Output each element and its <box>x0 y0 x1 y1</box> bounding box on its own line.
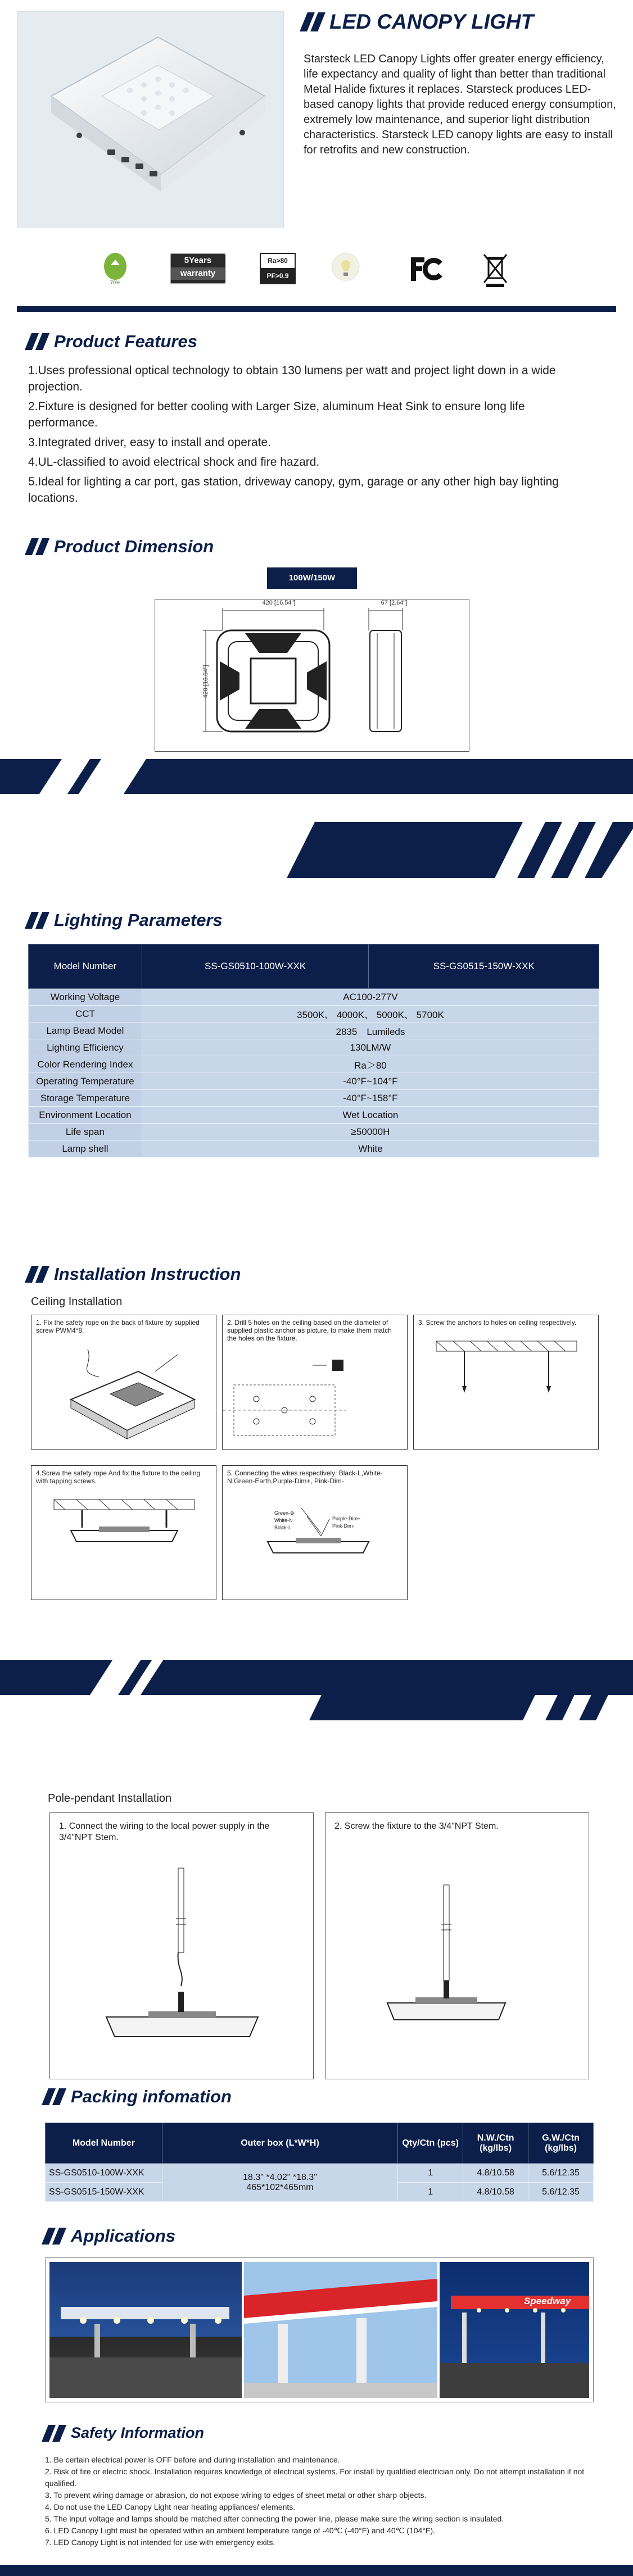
energy-saving-icon <box>98 248 132 288</box>
safety-item: 5. The input voltage and lamps should be matched after connecting the power line, please make sure the wiring section is insulated. <box>45 2514 504 2523</box>
safety-item: 6. LED Canopy Light must be operated within an ambient temperature range of -40℃ (-40°F) and 40℃ (104°F). <box>45 2526 436 2535</box>
table-row <box>46 2164 594 2183</box>
packing-table <box>45 2123 594 2202</box>
ra-pf-badge-icon <box>260 253 296 284</box>
feature-item: 5.Ideal for lighting a car port, gas station, driveway canopy, gym, garage or any other high bay lighting locations. <box>28 475 559 505</box>
table-header-cell: Model Number <box>29 944 142 989</box>
install-step-3 <box>413 1315 599 1450</box>
pack-cell: 5.6/12.35 <box>528 2183 594 2202</box>
table-header-row <box>46 2123 594 2164</box>
table-row <box>29 1039 599 1056</box>
outer-box-inch: 18.3" *4.02" *18.3" <box>243 2172 317 2182</box>
install-title: Installation Instruction <box>54 1264 241 1284</box>
divider-bar <box>17 306 616 312</box>
wire-label: Pink-Dim- <box>332 1523 355 1529</box>
feature-item: 4.UL-classified to avoid electrical shock and fire hazard. <box>28 456 320 469</box>
param-label: Lamp Bead Model <box>29 1023 142 1039</box>
table-row <box>29 989 599 1006</box>
features-heading <box>28 331 197 352</box>
fc-mark-icon <box>408 254 447 284</box>
pf-value: PF>0.9 <box>261 269 295 283</box>
param-value: ≥50000H <box>142 1124 599 1141</box>
wire-labels-right <box>332 1515 360 1530</box>
ceiling-label: Ceiling Installation <box>31 1296 123 1308</box>
install-step-4 <box>31 1465 216 1600</box>
step-1-diagram <box>31 1338 217 1450</box>
warranty-badge-icon <box>170 253 226 284</box>
packing-title: Packing infomation <box>71 2087 232 2106</box>
table-row <box>29 1090 599 1107</box>
param-label: Lighting Efficiency <box>29 1039 142 1056</box>
pole-step-2 <box>325 1812 589 2079</box>
safety-item: 7. LED Canopy Light is not intended for use with emergency exits. <box>45 2538 275 2547</box>
dimension-drawing <box>155 599 469 752</box>
step-5-diagram <box>223 1488 408 1595</box>
heading-mark <box>304 12 322 31</box>
param-label: CCT <box>29 1006 142 1023</box>
wire-labels-left <box>274 1510 295 1532</box>
table-header-cell: N.W./Ctn (kg/lbs) <box>463 2123 528 2164</box>
pole-caption: 2. Screw the fixture to the 3/4"NPT Stem. <box>334 1821 499 1831</box>
safety-item: 1. Be certain electrical power is OFF before and during installation and maintenance. <box>45 2455 340 2464</box>
install-step-5 <box>222 1465 408 1600</box>
pack-cell: SS-GS0515-150W-XXK <box>46 2183 162 2202</box>
footer-band <box>0 2565 633 2576</box>
pole-step-1-diagram <box>50 1851 314 2076</box>
canopy-light-image <box>17 12 284 228</box>
pack-cell: SS-GS0510-100W-XXK <box>46 2164 162 2183</box>
dimension-heading <box>28 537 214 557</box>
pack-cell: 4.8/10.58 <box>463 2164 528 2183</box>
table-header-cell: Model Number <box>46 2123 162 2164</box>
pack-cell: 4.8/10.58 <box>463 2183 528 2202</box>
pole-label: Pole-pendant Installation <box>48 1792 172 1805</box>
features-list <box>28 362 590 510</box>
applications-heading <box>45 2226 175 2246</box>
param-label: Storage Temperature <box>29 1090 142 1107</box>
warranty-text: warranty <box>171 267 225 280</box>
height-label: 420 [16.54"] <box>202 665 209 698</box>
applications-title: Applications <box>71 2226 176 2246</box>
params-heading <box>28 910 223 930</box>
param-label: Operating Temperature <box>29 1073 142 1090</box>
param-value: Ra＞80 <box>142 1056 599 1073</box>
pack-cell: 1 <box>398 2183 463 2202</box>
table-header-cell: SS-GS0510-100W-XXK <box>142 944 369 989</box>
param-value: -40°F~158°F <box>142 1090 599 1107</box>
table-row <box>29 1023 599 1039</box>
table-row <box>29 1107 599 1124</box>
warranty-years: 5Years <box>184 256 212 265</box>
wire-label: Black-L <box>274 1525 292 1530</box>
app-photo-speedway <box>440 2262 589 2398</box>
hero-title: LED CANOPY LIGHT <box>329 10 534 33</box>
weee-bin-icon <box>482 251 509 288</box>
table-row <box>29 1141 599 1157</box>
install-heading <box>28 1264 241 1284</box>
safety-title: Safety Information <box>71 2424 205 2441</box>
lighting-params-table <box>28 944 599 1157</box>
outer-box-mm: 465*102*465mm <box>246 2182 314 2192</box>
param-label: Color Rendering Index <box>29 1056 142 1073</box>
param-value: Wet Location <box>142 1107 599 1124</box>
wire-label: Purple-Dim+ <box>332 1516 361 1521</box>
wire-label: Green-⊕ <box>274 1510 295 1516</box>
step-3-diagram <box>414 1330 599 1442</box>
packing-heading <box>45 2087 232 2107</box>
param-value: 3500K、 4000K、 5000K、 5700K <box>142 1006 599 1023</box>
feature-item: 3.Integrated driver, easy to install and operate. <box>28 436 271 449</box>
install-step-1 <box>31 1315 216 1450</box>
wattage-badge: 100W/150W <box>267 567 357 589</box>
param-label: Working Voltage <box>29 989 142 1006</box>
decor-wedge <box>281 822 633 878</box>
ra-value: Ra>80 <box>261 254 295 269</box>
safety-heading <box>45 2424 204 2442</box>
svg-text:70%: 70% <box>110 280 121 285</box>
param-value: AC100-277V <box>142 989 599 1006</box>
param-label: Life span <box>29 1124 142 1141</box>
pack-cell: 5.6/12.35 <box>528 2164 594 2183</box>
speedway-sign: Speedway <box>524 2296 571 2306</box>
feature-item: 2.Fixture is designed for better cooling with Larger Size, aluminum Heat Sink to ensure long life performance. <box>28 400 525 429</box>
bulb-icon <box>329 251 363 286</box>
param-label: Environment Location <box>29 1107 142 1124</box>
step-2-diagram <box>223 1346 408 1452</box>
table-row <box>29 1073 599 1090</box>
safety-item: 4. Do not use the LED Canopy Light near heating appliances/ elements. <box>45 2502 296 2511</box>
app-photo-gas-station-day <box>244 2262 437 2398</box>
app-photo-gas-station-night <box>49 2262 242 2398</box>
safety-item: 2. Risk of fire or electric shock. Installation requires knowledge of electrical systems. For install by qualified electrician only. Do not attempt installation if not qualified. <box>45 2467 585 2488</box>
step-caption: 4.Screw the safety rope And fix the fixture to the ceiling with tapping screws. <box>36 1469 201 1485</box>
depth-label: 67 [2.64"] <box>381 599 408 606</box>
wire-label: White-N <box>274 1518 293 1523</box>
feature-item: 1.Uses professional optical technology to obtain 130 lumens per watt and project light down in a wide projection. <box>28 364 556 393</box>
pole-step-1 <box>49 1812 314 2079</box>
pole-caption: 1. Connect the wiring to the local power supply in the 3/4"NPT Stem. <box>59 1821 270 1842</box>
hero-heading <box>304 10 533 34</box>
table-header-row <box>29 944 599 989</box>
features-title: Product Features <box>54 331 197 351</box>
params-title: Lighting Parameters <box>54 910 223 930</box>
table-header-cell: SS-GS0515-150W-XXK <box>369 944 599 989</box>
table-header-cell: Qty/Ctn (pcs) <box>398 2123 463 2164</box>
param-value: White <box>142 1141 599 1157</box>
param-value: -40°F~104°F <box>142 1073 599 1090</box>
pack-cell: 1 <box>398 2164 463 2183</box>
step-4-diagram <box>31 1488 217 1595</box>
outer-box-cell <box>162 2164 397 2202</box>
pole-step-2-diagram <box>325 1840 590 2065</box>
product-photo <box>17 11 284 228</box>
param-label: Lamp shell <box>29 1141 142 1157</box>
decor-band-stripes <box>0 759 633 794</box>
step-caption: 5. Connecting the wires respectively: Black-L,White-N,Green-Earth,Purple-Dim+, Pink-Dim- <box>227 1469 383 1485</box>
param-value: 130LM/W <box>142 1039 599 1056</box>
hero-description: Starsteck LED Canopy Lights offer greater energy efficiency, life expectancy and quality of light than better than traditional Metal Halide fixtures it replaces. Starsteck produces LED-based canopy lights that provide reduced energy consumption, extremely low maintenance, and superior light distribution characteristics. Starsteck LED canopy lights are easy to install for retrofits and new construction. <box>304 53 616 156</box>
table-header-cell: Outer box (L*W*H) <box>162 2123 397 2164</box>
step-caption: 1. Fix the safety rope on the back of fixture by supplied screw PWM4*8. <box>36 1319 200 1334</box>
dimension-title: Product Dimension <box>54 537 214 556</box>
safety-item: 3. To prevent wiring damage or abrasion, do not expose wiring to edges of sheet metal or other sharp objects. <box>45 2491 427 2500</box>
safety-list <box>45 2454 596 2548</box>
table-row <box>29 1006 599 1023</box>
step-caption: 2. Drill 5 holes on the ceiling based on the diameter of supplied plastic anchor as picture, to make them match the holes on the fixture. <box>227 1319 392 1342</box>
table-row <box>29 1124 599 1141</box>
table-row <box>29 1056 599 1073</box>
table-header-cell: G.W./Ctn (kg/lbs) <box>528 2123 594 2164</box>
param-value: 2835 Lumileds <box>142 1023 599 1039</box>
step-caption: 3. Screw the anchors to holes on ceiling respectively. <box>418 1319 577 1326</box>
width-label: 420 [16.54"] <box>262 599 296 606</box>
decor-wedge <box>304 1685 633 1730</box>
install-step-2 <box>222 1315 408 1450</box>
